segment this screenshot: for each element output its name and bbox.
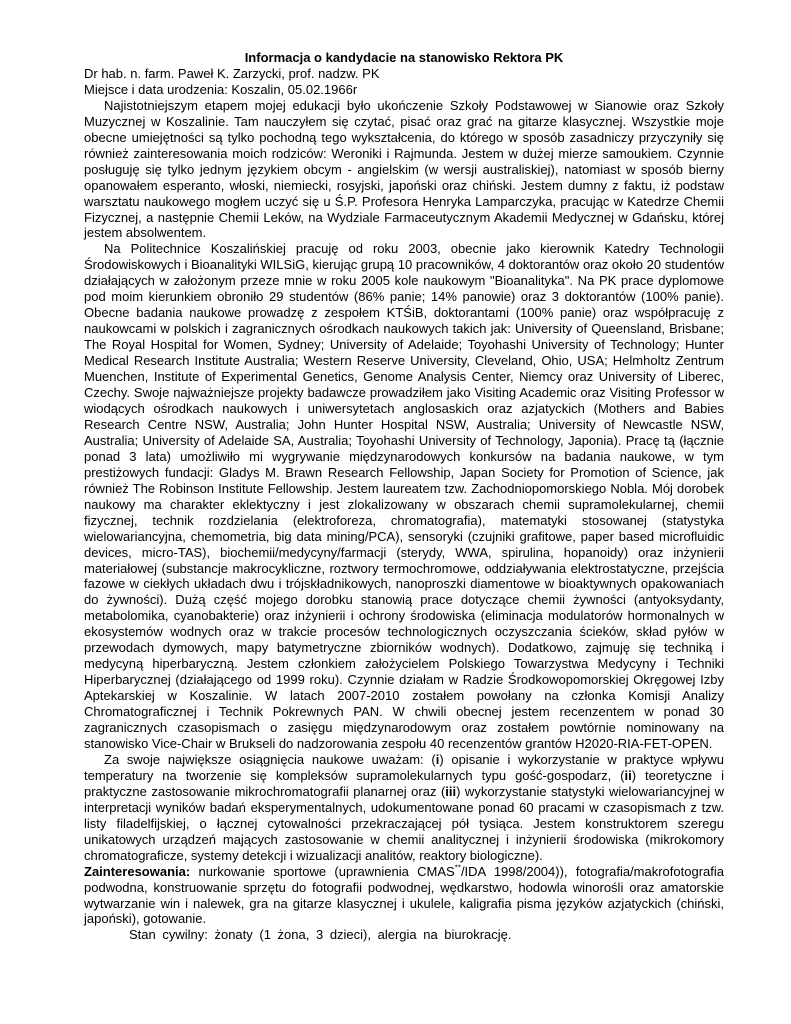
civil-status: Stan cywilny: żonaty (1 żona, 3 dzieci), alergia na biurokrację.	[129, 927, 512, 943]
achievements-text-1: Za swoje największe osiągnięcia naukowe uważam: (	[104, 751, 436, 767]
interests-footnote-mark: **	[454, 863, 461, 873]
interests-text-a: nurkowanie sportowe (uprawnienia CMAS	[190, 863, 455, 879]
candidate-name: Dr hab. n. farm. Paweł K. Zarzycki, prof. nadzw. PK	[84, 65, 380, 81]
achievements-text-4: ) wykorzystanie statystyki wielowariancyjnej w interpretacji wyników badań eksperymentalnych, udokumentowane ponad 60 pracami w czasopismach z tzw. listy filadelfijskiej, o łącznej cytowalności przekraczającej pół tysiąca. Jestem konstruktorem szeregu unikatowych urządzeń mających zastosowanie w chemii analitycznej i inżynierii środowiska (mikrokomory chromatograficze, systemy detekcji i wizualizacji analitów, reaktory biologiczne).	[84, 783, 725, 863]
document-title: Informacja o kandydacie na stanowisko Rektora PK	[244, 50, 564, 65]
paragraph-career: Na Politechnice Koszalińskiej pracuję od roku 2003, obecnie jako kierownik Katedry Technologii Środowiskowych i Bioanalityki WILSiG, kierując grupą 10 pracowników, 4 doktorantów oraz około 20 studentów działających w założonym przeze mnie w roku 2005 kole naukowym "Bioanalityka". Na PK prace dyplomowe pod moim kierunkiem obroniło 29 studentów (86% panie; 14% panowie) oraz 3 doktorantów (100% panie). Obecne badania naukowe prowadzę z zespołem KTŚiB, doktorantami (100% panie) oraz współpracuję z naukowcami w polskich i zagranicznych ośrodkach naukowych takich jak: University of Queensland, Brisbane; The Royal Hospital for Women, Sydney; University of Adelaide; Toyohashi University of Technology; Hunter Medical Research Institute Australia; Western Reserve University, Cleveland, Ohio, USA; Helmholtz Zentrum Muenchen, Institute of Experimental Genetics, Genome Analysis Center, Niemcy oraz University of Liberec, Czechy. Swoje najważniejsze projekty badawcze prowadziłem jako Visiting Academic oraz Visiting Professor w wiodących ośrodkach naukowych i uniwersytetach anglosaskich oraz azjatyckich (Mothers and Babies Research Centre NSW, Australia; John Hunter Hospital NSW, Australia; University of Newcastle NSW, Australia; University of Adelaide SA, Australia; Toyohashi University of Technology, Japonia). Pracę tą (łącznie ponad 3 lata) umożliwiło mi wygrywanie międzynarodowych konkursów na badania naukowe, w tym prestiżowych fundacji: Gladys M. Brawn Research Fellowship, Japan Society for Promotion of Science, jak również The Robinson Institute Fellowship. Jestem laureatem tzw. Zachodniopomorskiego Nobla. Mój dorobek naukowy ma charakter eklektyczny i jest zlokalizowany w obszarach chemii supramolekularnej, chemii fizycznej, technik rozdzielania (elektroforeza, chromatografia), matematyki stosowanej (statystyka wielowariancyjna, chemometria, big data mining/PCA), sensoryki (czujniki grafitowe, paper based microfluidic devices, micro-TAS), biochemii/medycyny/farmacji (sterydy, WWA, spirulina, hopanoidy) oraz inżynierii materiałowej (substancje makrocykliczne, roztwory termochromowe, oddziaływania elektrostatyczne, przejścia fazowe w ciekłych układach dwu i trójskładnikowych, nanoproszki diamentowe w bioaktywnych opakowaniach do żywności). Dużą część mojego dorobku stanowią prace dotyczące chemii żywności (antyoksydanty, metabolomika, cyanobakterie) oraz inżynierii i ochrony środowiska (eliminacja modulatorów hormonalnych w ekosystemów wodnych oraz w trakcie procesów technologicznych oczyszczania ścieków, skład pyłów w przewodach dymowych, mapy batymetryczne zbiorników wodnych). Dodatkowo, zajmuję się techniką i medycyną hiperbaryczną. Jestem członkiem założycielem Polskiego Towarzystwa Medycyny i Techniki Hiperbarycznej (działającego od 1999 roku). Czynnie działam w Radzie Środkowopomorskiej Okręgowej Izby Aptekarskiej w Koszalinie. W latach 2007-2010 zostałem powołany na członka Komisji Analizy Chromatograficznej i Technik Pokrewnych PAN. W chwili obecnej jestem recenzentem w ponad 30 zagranicznych czasopismach o zasięgu międzynarodowym oraz zostałem powtórnie nominowany na stanowisko Vice-Chair w Brukseli do nadzorowania zespołu 40 recenzentów grantów H2020-RIA-FET-OPEN.	[84, 241, 724, 751]
birth-info: Miejsce i data urodzenia: Koszalin, 05.02.1966r	[84, 81, 358, 97]
achievement-marker-1: i	[435, 751, 440, 767]
paragraph-interests	[84, 864, 724, 928]
interests-text-b: /IDA 1998/2004)), fotografia/makrofotografia podwodna, konstruowanie sprzętu do fotografii podwodnej, wędkarstwo, hodowla winorośli oraz amatorskie wytwarzanie win i nalewek, gra na gitarze klasycznej i ukulele, kaligrafia pisma języków azjatyckich (chiński, japoński), gotowanie.	[84, 863, 724, 927]
paragraph-achievements	[84, 752, 724, 864]
achievement-marker-2: ii	[624, 767, 632, 783]
achievements-text-3: ) teoretyczne i praktyczne zastosowanie mikrochromatografii planarnej oraz (	[84, 767, 724, 799]
achievement-marker-3: iii	[445, 783, 457, 799]
interests-label: Zainteresowania:	[84, 863, 191, 879]
document-page	[84, 50, 724, 943]
achievements-text-2: ) opisanie i wykorzystanie w praktyce wpływu temperatury na tworzenie się kompleksów supramolekularnych typu gość-gospodarz, (	[84, 751, 724, 783]
paragraph-education: Najistotniejszym etapem mojej edukacji było ukończenie Szkoły Podstawowej w Sianowie oraz Szkoły Muzycznej w Koszalinie. Tam nauczyłem się czytać, pisać oraz grać na gitarze klasycznej. Wszystkie moje obecne umiejętności są tylko pochodną tego wykształcenia, do którego w sposób zasadniczy przyczyniły się również zainteresowania moich rodziców: Weroniki i Rajmunda. Jestem w dużej mierze samoukiem. Czynnie posługuję się tylko jednym językiem obcym - angielskim (w wersji australiskiej), natomiast w sposób bierny opanowałem esperanto, włoski, niemiecki, rosyjski, japoński oraz chiński. Jestem dumny z faktu, iż podstaw warsztatu naukowego mogłem uczyć się u Ś.P. Profesora Henryka Lamparczyka, pracując w Katedrze Chemii Fizycznej, a następnie Chemii Leków, na Wydziale Farmaceutycznym Akademii Medycznej w Gdańsku, której jestem absolwentem.	[84, 97, 724, 241]
